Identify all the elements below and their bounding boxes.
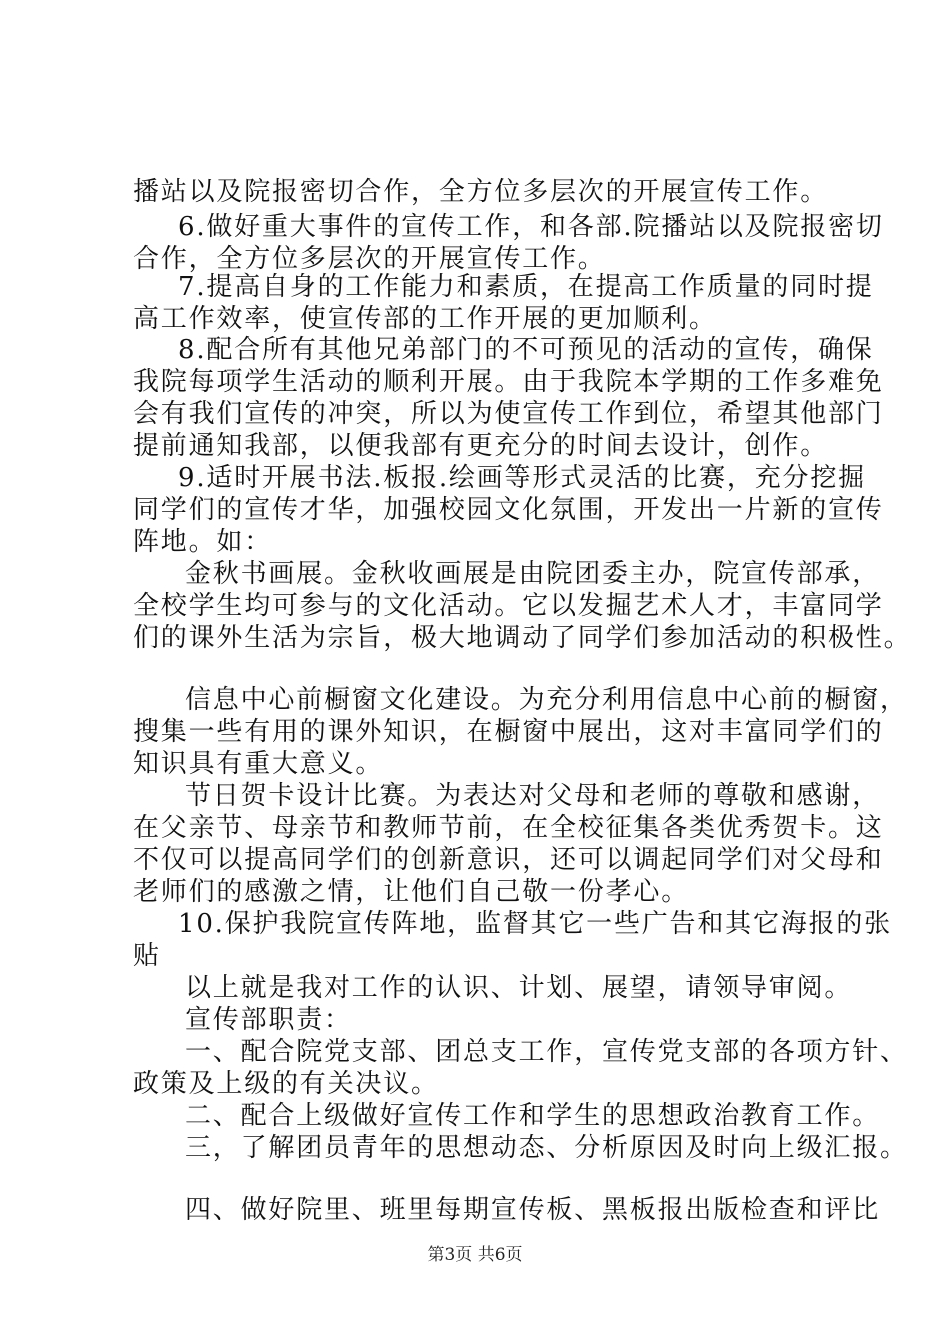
text-line: 四、做好院里、班里每期宣传板、黑板报出版检查和评比 (185, 1195, 881, 1225)
text-line: 6.做好重大事件的宣传工作，和各部.院播站以及院报密切 (178, 212, 884, 242)
text-line: 7.提高自身的工作能力和素质，在提高工作质量的同时提 (178, 272, 874, 302)
text-line: 宣传部职责： (185, 1005, 352, 1035)
text-line: 8.配合所有其他兄弟部门的不可预见的活动的宣传，确保 (178, 335, 874, 365)
text-line: 播站以及院报密切合作，全方位多层次的开展宣传工作。 (133, 177, 829, 207)
text-line: 合作，全方位多层次的开展宣传工作。 (133, 244, 606, 274)
text-line: 老师们的感激之情，让他们自己敬一份孝心。 (133, 877, 690, 907)
text-line: 9.适时开展书法.板报.绘画等形式灵活的比赛，充分挖掘 (178, 463, 866, 493)
text-line: 信息中心前橱窗文化建设。为充分利用信息中心前的橱窗， (185, 685, 908, 715)
text-line: 节日贺卡设计比赛。为表达对父母和老师的尊敬和感谢， (185, 781, 881, 811)
text-line: 会有我们宣传的冲突，所以为使宣传工作到位，希望其他部门 (133, 399, 884, 429)
text-line: 二、配合上级做好宣传工作和学生的思想政治教育工作。 (185, 1101, 881, 1131)
text-line: 阵地。如： (133, 527, 273, 557)
text-line: 在父亲节、母亲节和教师节前，在全校征集各类优秀贺卡。这 (133, 813, 884, 843)
text-line: 贴 (133, 941, 161, 971)
text-line: 三，了解团员青年的思想动态、分析原因及时向上级汇报。 (185, 1133, 908, 1163)
text-line: 一、配合院党支部、团总支工作，宣传党支部的各项方针、 (185, 1037, 908, 1067)
text-line: 们的课外生活为宗旨，极大地调动了同学们参加活动的积极性。 (133, 623, 912, 653)
text-line: 搜集一些有用的课外知识，在橱窗中展出，这对丰富同学们的 (133, 717, 884, 747)
text-line: 以上就是我对工作的认识、计划、展望，请领导审阅。 (185, 973, 853, 1003)
text-line: 我院每项学生活动的顺利开展。由于我院本学期的工作多难免 (133, 367, 884, 397)
text-line: 提前通知我部，以便我部有更充分的时间去设计，创作。 (133, 431, 829, 461)
text-line: 高工作效率，使宣传部的工作开展的更加顺利。 (133, 304, 717, 334)
page-number: 第3页 共6页 (427, 1245, 523, 1265)
text-line: 不仅可以提高同学们的创新意识，还可以调起同学们对父母和 (133, 845, 884, 875)
text-line: 同学们的宣传才华，加强校园文化氛围，开发出一片新的宣传 (133, 495, 884, 525)
text-line: 全校学生均可参与的文化活动。它以发掘艺术人才，丰富同学 (133, 591, 884, 621)
text-line: 政策及上级的有关决议。 (133, 1069, 439, 1099)
text-line: 知识具有重大意义。 (133, 749, 384, 779)
text-line: 10.保护我院宣传阵地，监督其它一些广告和其它海报的张 (178, 909, 892, 939)
text-line: 金秋书画展。金秋收画展是由院团委主办，院宣传部承， (185, 559, 881, 589)
